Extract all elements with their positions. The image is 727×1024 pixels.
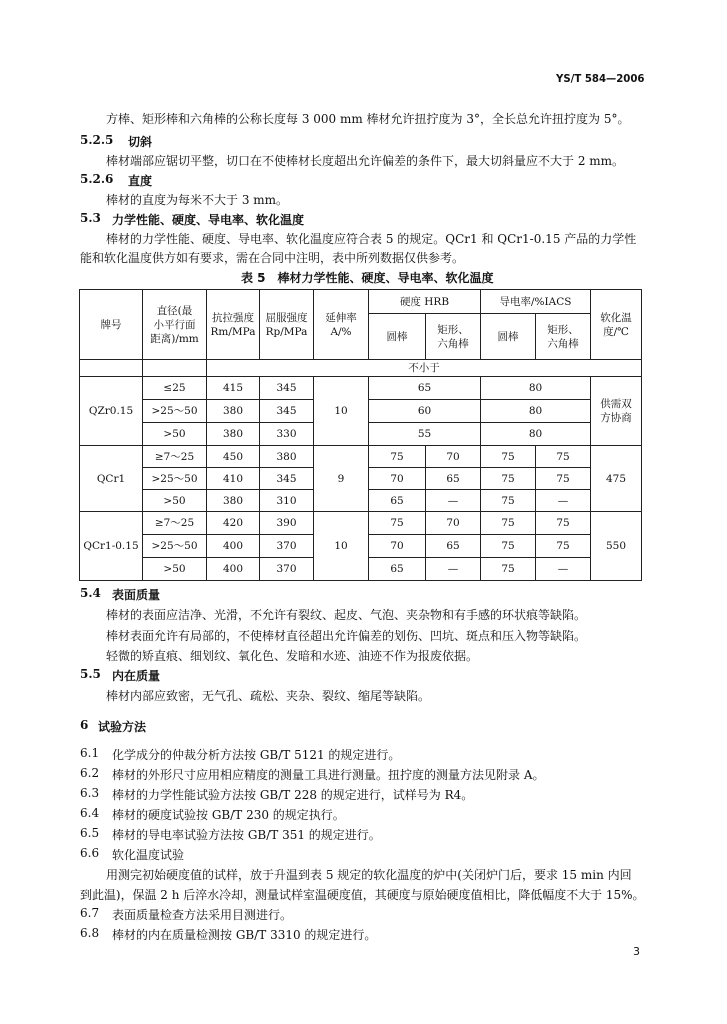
header-rect-hex: 矩形、 六角棒 bbox=[536, 314, 591, 360]
section-title: 内在质量 bbox=[112, 669, 161, 683]
paragraph: 棒材表面允许有局部的，不使棒材直径超出允许偏差的划伤、凹坑、斑点和压入物等缺陷。 bbox=[106, 629, 587, 643]
tensile-cell: 410 bbox=[207, 468, 260, 490]
tensile-cell: 450 bbox=[207, 446, 260, 468]
conductivity-hex-cell: — bbox=[536, 490, 591, 512]
paragraph: 表面质量检查方法采用目测进行。 bbox=[112, 908, 293, 922]
softening-cell: 550 bbox=[591, 512, 642, 581]
hardness-cell: 65 bbox=[369, 377, 481, 400]
section-number: 6.4 bbox=[80, 806, 100, 820]
tensile-cell: 380 bbox=[207, 490, 260, 512]
diameter-cell: ≤25 bbox=[143, 377, 207, 400]
section-number: 5.2.6 bbox=[80, 172, 114, 186]
section-title: 试验方法 bbox=[98, 720, 147, 734]
page-number: 3 bbox=[633, 945, 640, 958]
elongation-cell: 9 bbox=[314, 446, 369, 512]
conductivity-cell: 80 bbox=[481, 400, 591, 423]
section-number: 6.7 bbox=[80, 906, 100, 920]
conductivity-hex-cell: 75 bbox=[536, 468, 591, 490]
diameter-cell: >50 bbox=[143, 423, 207, 446]
hardness-hex-cell: 70 bbox=[426, 446, 481, 468]
section-title: 软化温度试验 bbox=[112, 848, 185, 862]
section-number: 5.3 bbox=[80, 211, 101, 225]
yield-cell: 310 bbox=[260, 490, 314, 512]
paragraph: 棒材的直度为每米不大于 3 mm。 bbox=[106, 193, 289, 207]
paragraph: 棒材的内在质量检测按 GB/T 3310 的规定进行。 bbox=[112, 928, 377, 942]
section-number: 6.1 bbox=[80, 746, 100, 760]
elongation-cell: 10 bbox=[314, 512, 369, 581]
tensile-cell: 380 bbox=[207, 423, 260, 446]
softening-cell: 475 bbox=[591, 446, 642, 512]
paragraph: 棒材的导电率试验方法按 GB/T 351 的规定进行。 bbox=[112, 828, 381, 842]
section-title: 力学性能、硬度、导电率、软化温度 bbox=[112, 213, 305, 227]
grade-cell: QZr0.15 bbox=[80, 377, 143, 446]
table-cell bbox=[143, 360, 207, 377]
hardness-round-cell: 70 bbox=[369, 468, 426, 490]
section-number: 6.2 bbox=[80, 766, 100, 780]
section-number: 6.8 bbox=[80, 926, 100, 940]
paragraph-twist: 方棒、矩形棒和六角棒的公称长度每 3 000 mm 棒材允许扭拧度为 3°，全长总允许扭拧度为 5°。 bbox=[106, 112, 630, 126]
diameter-cell: >25～50 bbox=[143, 535, 207, 558]
header-rect-hex: 矩形、 六角棒 bbox=[426, 314, 481, 360]
diameter-cell: ≥7～25 bbox=[143, 512, 207, 535]
table-caption: 表 5 棒材力学性能、硬度、导电率、软化温度 bbox=[241, 271, 494, 285]
conductivity-round-cell: 75 bbox=[481, 512, 536, 535]
section-title: 切斜 bbox=[128, 135, 153, 149]
conductivity-round-cell: 75 bbox=[481, 446, 536, 468]
conductivity-hex-cell: 75 bbox=[536, 535, 591, 558]
conductivity-round-cell: 75 bbox=[481, 468, 536, 490]
hardness-round-cell: 65 bbox=[369, 490, 426, 512]
tensile-cell: 380 bbox=[207, 400, 260, 423]
header-conductivity: 导电率/%IACS bbox=[481, 290, 591, 314]
conductivity-round-cell: 75 bbox=[481, 490, 536, 512]
paragraph: 化学成分的仲裁分析方法按 GB/T 5121 的规定进行。 bbox=[112, 748, 401, 762]
yield-cell: 345 bbox=[260, 468, 314, 490]
paragraph: 棒材的外形尺寸应用相应精度的测量工具进行测量。扭拧度的测量方法见附录 A。 bbox=[112, 768, 545, 782]
hardness-round-cell: 65 bbox=[369, 558, 426, 581]
header-tensile: 抗拉强度 Rm/MPa bbox=[207, 290, 260, 360]
yield-cell: 330 bbox=[260, 423, 314, 446]
header-softening: 软化温 度/℃ bbox=[591, 290, 642, 360]
paragraph: 到此温)，保温 2 h 后淬水冷却，测量试样室温硬度值，其硬度与原始硬度值相比，降低幅度不大于 15%。 bbox=[80, 888, 645, 902]
conductivity-cell: 80 bbox=[481, 377, 591, 400]
conductivity-hex-cell: — bbox=[536, 558, 591, 581]
yield-cell: 345 bbox=[260, 377, 314, 400]
paragraph: 能和软化温度供方如有要求，需在合同中注明，表中所列数据仅供参考。 bbox=[80, 251, 465, 265]
table-5 bbox=[79, 289, 642, 581]
hardness-round-cell: 75 bbox=[369, 512, 426, 535]
conductivity-cell: 80 bbox=[481, 423, 591, 446]
tensile-cell: 415 bbox=[207, 377, 260, 400]
paragraph: 棒材端部应锯切平整，切口在不使棒材长度超出允许偏差的条件下，最大切斜量应不大于 2 mm。 bbox=[106, 154, 625, 168]
yield-cell: 345 bbox=[260, 400, 314, 423]
tensile-cell: 400 bbox=[207, 558, 260, 581]
hardness-round-cell: 75 bbox=[369, 446, 426, 468]
hardness-round-cell: 70 bbox=[369, 535, 426, 558]
softening-cell: 供需双 方协商 bbox=[591, 377, 642, 446]
section-number: 6.3 bbox=[80, 786, 100, 800]
diameter-cell: ≥7～25 bbox=[143, 446, 207, 468]
conductivity-hex-cell: 75 bbox=[536, 512, 591, 535]
hardness-cell: 60 bbox=[369, 400, 481, 423]
section-number: 5.2.5 bbox=[80, 133, 114, 147]
not-less-than: 不小于 bbox=[207, 360, 642, 377]
yield-cell: 390 bbox=[260, 512, 314, 535]
diameter-cell: >50 bbox=[143, 558, 207, 581]
paragraph: 棒材的力学性能、硬度、导电率、软化温度应符合表 5 的规定。QCr1 和 QCr1-0.15 产品的力学性 bbox=[106, 232, 637, 246]
grade-cell: QCr1 bbox=[80, 446, 143, 512]
section-title: 直度 bbox=[128, 174, 153, 188]
header-yield: 屈服强度 Rp/MPa bbox=[260, 290, 314, 360]
diameter-cell: >25～50 bbox=[143, 400, 207, 423]
tensile-cell: 400 bbox=[207, 535, 260, 558]
paragraph: 棒材的硬度试验按 GB/T 230 的规定执行。 bbox=[112, 808, 345, 822]
standard-code: YS/T 584—2006 bbox=[556, 74, 645, 85]
section-number: 6 bbox=[80, 718, 89, 732]
paragraph: 棒材的力学性能试验方法按 GB/T 228 的规定进行，试样号为 R4。 bbox=[112, 788, 474, 802]
yield-cell: 370 bbox=[260, 535, 314, 558]
section-number: 5.4 bbox=[80, 586, 101, 600]
section-number: 6.6 bbox=[80, 846, 100, 860]
table-cell bbox=[80, 360, 143, 377]
hardness-cell: 55 bbox=[369, 423, 481, 446]
hardness-hex-cell: 70 bbox=[426, 512, 481, 535]
hardness-hex-cell: — bbox=[426, 558, 481, 581]
yield-cell: 380 bbox=[260, 446, 314, 468]
paragraph: 棒材内部应致密，无气孔、疏松、夹杂、裂纹、缩尾等缺陷。 bbox=[106, 689, 431, 703]
paragraph: 棒材的表面应洁净、光滑，不允许有裂纹、起皮、气泡、夹杂物和有手感的环状痕等缺陷。 bbox=[106, 608, 587, 622]
conductivity-hex-cell: 75 bbox=[536, 446, 591, 468]
hardness-hex-cell: 65 bbox=[426, 535, 481, 558]
paragraph: 用测完初始硬度值的试样，放于升温到表 5 规定的软化温度的炉中(关闭炉门后，要求 15 min 内回 bbox=[106, 868, 632, 882]
header-hardness: 硬度 HRB bbox=[369, 290, 481, 314]
hardness-hex-cell: — bbox=[426, 490, 481, 512]
header-round-bar: 圆棒 bbox=[369, 314, 426, 360]
diameter-cell: >25～50 bbox=[143, 468, 207, 490]
header-elongation: 延伸率 A/% bbox=[314, 290, 369, 360]
section-number: 5.5 bbox=[80, 667, 101, 681]
section-title: 表面质量 bbox=[112, 588, 161, 602]
diameter-cell: >50 bbox=[143, 490, 207, 512]
hardness-hex-cell: 65 bbox=[426, 468, 481, 490]
header-diameter: 直径(最 小平行面 距离)/mm bbox=[143, 290, 207, 360]
elongation-cell: 10 bbox=[314, 377, 369, 446]
tensile-cell: 420 bbox=[207, 512, 260, 535]
yield-cell: 370 bbox=[260, 558, 314, 581]
header-grade: 牌号 bbox=[80, 290, 143, 360]
conductivity-round-cell: 75 bbox=[481, 535, 536, 558]
conductivity-round-cell: 75 bbox=[481, 558, 536, 581]
header-round-bar: 圆棒 bbox=[481, 314, 536, 360]
section-number: 6.5 bbox=[80, 826, 100, 840]
grade-cell: QCr1-0.15 bbox=[80, 512, 143, 581]
paragraph: 轻微的矫直痕、细划纹、氧化色、发暗和水迹、油迹不作为报废依据。 bbox=[106, 649, 479, 663]
